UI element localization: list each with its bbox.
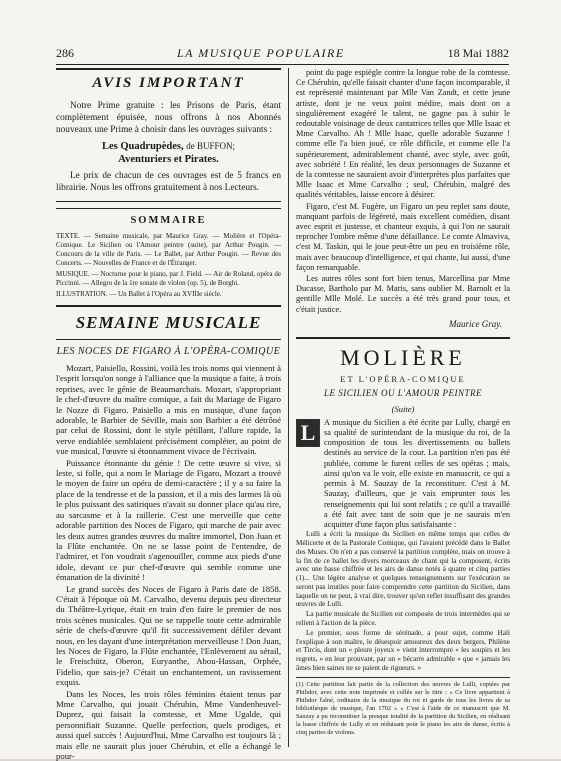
moliere-quote-1: Lulli a écrit la musique du Sicilien en même temps que celles de Mélicerte et de la Pastorale Comique, qui l'avaient précédé dans le Ballet des Muses. On n'en a pas conservé la partition complète, mais on trouve à la fin de ce ballet les divers morceaux de chant qui la composent, écrits avec une basse chiffrée et les airs de danse notés à quatre et cinq parties (1)... Une légère analyse et quelques renseignements sur l'exécution ne seront pas inutiles pour faire comprendre cette partition du Sicilien, dans laquelle on ne peut, à vrai dire, trouver qu'un reflet insuffisant des grandes œuvres de Lulli.: [296, 530, 510, 609]
sommaire-title: SOMMAIRE: [130, 215, 207, 226]
right-column: [296, 68, 510, 747]
moliere-lead-paragraph: A musique du Sicilien a été écrite par Lully, chargé en sa qualité de surintendant de la musique du roi, de la composition de tous les divertissements ou ballets destinés au service de la cour. La partition n'en pas été publiée, comme le furent celles de ses opéras ; mais, ainsi qu'on va le voir, elle existe en manuscrit, ce qui a permis à M. Sauzay de la reconstituer. C'est à M. Sauzay, d'ailleurs, que je vais emprunter tous les renseignements qui lui sont relatifs ; ce qu'il a travaillé a été fait avec tant de soin que je ne saurais m'en acquitter d'une façon plus satisfaisante :: [324, 417, 510, 529]
lead-paragraph-row: [296, 418, 510, 530]
prime-option-2: Aventuriers et Pirates.: [118, 154, 219, 165]
sommaire-texte: TEXTE. — Semaine musicale, par Maurice Gray. — Molière et l'Opéra-Comique. Le Sicilien ou l'Amour peintre (suite), par Arthur Pougin. — Concours de la ville de Paris. — Le Ballet, par Arthur Pougin. — Revue des Concerts. — Nouvelles de France et de l'Étranger.: [56, 232, 281, 267]
publication-title: LA MUSIQUE POPULAIRE: [176, 46, 345, 60]
avis-paragraph-2: Le prix de chacun de ces ouvrages est de 5 francs en librairie. Nous les offrons gratuitement à nos Lecteurs.: [56, 171, 281, 193]
semaine-subtitle: LES NOCES DE FIGARO À L'OPÉRA-COMIQUE: [56, 346, 281, 357]
prime-options: [56, 140, 281, 166]
semaine-paragraph-1: Mozart, Paisiello, Rossini, voilà les trois noms qui viennent à l'esprit lorsqu'on songe à l'alliance que la musique a faite, à trois reprises, avec le génie de Beaumarchais. Mozart, s'appropriant le chef-d'œuvre du maître comique, a fait du Mariage de Figaro le Nozze di Figaro. Paisiello a mis en musique, d'une façon adorable, le Barbier de Séville, mais son Barbier a été détrôné par celui de Rossini, dont le style pétillant, l'allure rapide, la verve endiablée semblaient précisément compléter, au point de vue musical, l'œuvre si étonnamment vivace de l'écrivain.: [56, 363, 281, 457]
moliere-quote-2: La partie musicale du Sicilien est composée de trois intermèdes qui se relient à l'action de la pièce.: [296, 610, 510, 628]
avis-title: AVIS IMPORTANT: [92, 75, 245, 91]
semaine-paragraph-4: Dans les Noces, les trois rôles féminins étaient tenus par Mme Carvalho, qui jouait Chérubin, Mme Vandenheuvel-Duprez, qui faisait la comtesse, et Mme Ugalde, qui personnifiait Suzanne. Quelle perfection, quels prodiges, et aussi quel succès ! Aujourd'hui, Mme Carvalho est toujours là ; mais elle ne saurait plus jouer Chérubin, et elle a échangé le pour-: [56, 688, 281, 761]
column-divider: [288, 68, 289, 747]
continued-paragraph-2: Figaro, c'est M. Fugère, un Figaro un peu replet sans doute, manquant parfois de légèreté, mais excellent comédien, disant avec esprit et justesse, et chanteur exquis, à qui l'on ne saurait reprocher l'ombre même d'une défaillance. Le comte Almaviva, c'est M. Taskin, qui le joue peut-être un peu en troisième rôle, mais avec beaucoup d'intelligence, et qui chante, lui aussi, d'une façon remarquable.: [296, 201, 510, 272]
continued-paragraph-3: Les autres rôles sont fort bien tenus, Marcellina par Mme Ducasse, Bartholo par M. Maris, sans oublier M. Barnolt et la gentille Mlle Molé. Le succès a été très grand pour tous, et c'était justice.: [296, 274, 510, 314]
sommaire-musique: MUSIQUE. — Nocturne pour le piano, par J. Field. — Air de Roland, opéra de Piccinni. — Allegro de la 1re sonate de violon (op. 5), de Borghi.: [56, 270, 281, 287]
left-column: [56, 68, 281, 761]
avis-paragraph-1: Notre Prime gratuite : les Prisons de Paris, étant complètement épuisée, nous offrons à nos Abonnés nouveaux une Prime à choisir dans les ouvrages suivants :: [56, 101, 281, 135]
moliere-subtitle: ET L'OPÉRA-COMIQUE: [340, 373, 466, 384]
drop-cap: L: [296, 419, 320, 447]
semaine-musicale-title: SEMAINE MUSICALE: [56, 305, 281, 340]
prime-option-1-author: de BUFFON;: [186, 141, 236, 151]
moliere-heading: [296, 337, 510, 414]
page-number: 286: [56, 46, 74, 60]
sommaire-section: [56, 208, 281, 299]
author-signature: Maurice Gray.: [449, 318, 502, 329]
semaine-paragraph-2: Puissance étonnante du génie ! De cette œuvre si vive, si leste, si folle, qui a nom le Mariage de Figaro, Mozart a trouvé le moyen de faire un opéra de demi-caractère ; il y a su faire la place de la tendresse et de la passion, et il a mis des larmes là où le plus puissant des satiriques n'avait su donner place qu'au rire, au sarcasme et à la raillerie. C'est une merveille que cette adorable partition des Noces de Figaro, qui marche de pair avec les deux autres grandes œuvres du maître immortel, Don Juan et la Flûte enchantée. On ne se lasse point de l'entendre, de l'admirer, et l'on voudrait s'agenouiller, comme aux pieds d'une idole, devant ce pur chef-d'œuvre qui semble comme une émanation de la divinité !: [56, 457, 281, 583]
avis-important-box: [56, 68, 281, 202]
page-header: [56, 44, 509, 65]
prime-option-1: Les Quadrupèdes,: [101, 141, 184, 152]
continued-paragraph-1: point du page espiègle contre la longue robe de la comtesse. Ce Chérubin, qu'elle faisait chanter d'une façon incomparable, il est représenté maintenant par Mlle Van Zandt, et cette jeune artiste, dont je ne veux point médire, mais dont on a singulièrement exagéré le talent, ne gagne pas à subir le redoutable voisinage de deux cantatrices telles que Mlle Isaac et Mme Carvalho. Ah ! Mlle Isaac, quelle adorable Suzanne ! comme elle l'a bien joué, ce rôle difficile, et comme elle l'a supérieurement, admirablement chanté, avec style, avec goût, avec sobriété ! En réalité, les deux personnages de Suzanne et de la comtesse ne sauraient avoir d'interprètes plus parfaites que Mlle Isaac et Mme Carvalho ; seul, Chérubin, malgré des qualités véritables, laisse encore à désirer.: [296, 68, 510, 200]
semaine-paragraph-3: Le grand succès des Noces de Figaro à Paris date de 1858. C'était à l'époque où M. Carvalho, devenu depuis peu directeur du Théâtre-Lyrique, était en train d'en faire le premier de nos trois scènes musicales. Qui ne se rappelle toute cette admirable série de chefs-d'œuvre qu'il fit successivement défiler devant nous, en les dayant d'une interprétation merveilleuse ! Don Juan, les Noces de Figaro, la Flûte enchantée, l'Enlèvement au sérail, le Freischütz, Oberon, Euryanthe, Abou-Hassan, Orphée, Fidelio, que sais-je? C'était un enchantement, un ravissement exquis.: [56, 583, 281, 688]
moliere-title: MOLIÈRE: [340, 344, 466, 370]
moliere-quote-3: Le premier, sous forme de sérénade, a pour sujet, comme Hali l'explique à son maître, le désespoir amoureux des deux bergers, Philène et Tircis, dont un « pleure joyeux » vient interrompre « les soupirs et les regrets, » en leur prouvant, par un « bécarre admirable » que « jamais les âmes bien saines ne se paient de rigueurs. »: [296, 628, 510, 673]
footnote: (1) Cette partition fait partie de la collection des œuvres de Lulli, copiées par Philidor, avec cette note imprimée et collée sur le titre : « Ce livre appartient à Philidor l'aîné, ordinaire de la musique du roi et garde de tous les livres de sa bibliothèque de musique, l'an 1702 » « C'est à l'aide de ce manuscrit que M. Sauzay a pu reconstituer la presque totalité de la partition du Sicilien, en réalisant la basse chiffrée de Lully et en réduisant pour le piano les airs de danse, écrits à cinq parties de violons.: [296, 677, 510, 737]
suite-label: (Suite): [391, 403, 415, 414]
moliere-subtitle-2: LE SICILIEN OU L'AMOUR PEINTRE: [324, 387, 482, 398]
issue-date: 18 Mai 1882: [447, 46, 509, 60]
sommaire-illustration: ILLUSTRATION. — Un Ballet à l'Opéra au XVIIIe siècle.: [56, 290, 222, 298]
